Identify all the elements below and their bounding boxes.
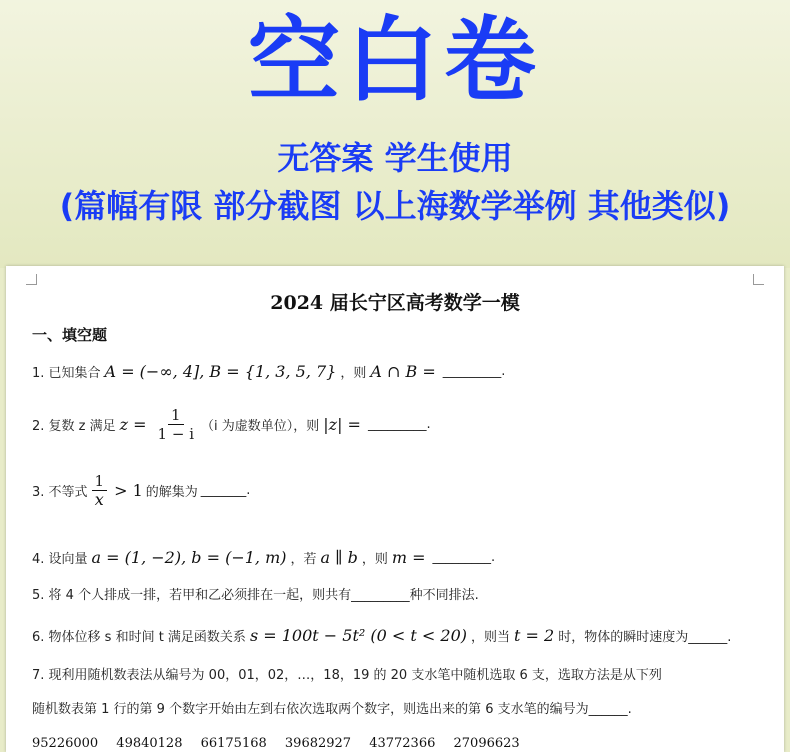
question-1 [32, 362, 505, 381]
answer-blank[interactable]: _______. [200, 483, 251, 498]
q3-numerator: 1 [92, 472, 108, 491]
document-page [6, 266, 784, 752]
q2-mid: （i 为虚数单位），则 [201, 419, 320, 434]
q7-line-2: 随机数表第 1 行的第 9 个数字开始由左到右依次选取两个数字，则选出来的第 6 支水笔的编号为______. [32, 702, 632, 717]
q6-math-2: t = 2 [514, 626, 555, 645]
q6-lead: 6. 物体位移 s 和时间 t 满足函数关系 [32, 630, 246, 645]
q6-math: s = 100t − 5t² (0 < t < 20) [249, 626, 467, 645]
q2-denominator: 1 − i [157, 425, 194, 443]
q2-lead: 2. 复数 z 满足 [32, 419, 116, 434]
q1-lead: 1. 已知集合 [32, 366, 101, 381]
q5-text: 5. 将 4 个人排成一排，若甲和乙必须排在一起，则共有_________种不同排法. [32, 588, 479, 603]
question-2 [32, 406, 431, 443]
question-7-line-2 [32, 698, 632, 717]
q3-denominator: x [94, 490, 104, 509]
banner [0, 0, 790, 268]
answer-blank[interactable]: _________. [367, 417, 431, 432]
q7-line-1: 7. 现利用随机数表法从编号为 00，01，02，…，18，19 的 20 支水笔中随机选取 6 支，选取方法是从下列 [32, 668, 662, 683]
banner-subtitle-1: 无答案 学生使用 [277, 139, 513, 177]
q4-math-2: a ∥ b [320, 548, 358, 567]
q3-fraction [92, 472, 108, 509]
document-title: 2024 届长宁区高考数学一模 [270, 292, 520, 314]
q4-lead: 4. 设向量 [32, 552, 88, 567]
random-number-table: 95226000 49840128 66175168 39682927 43772366 27096623 [32, 736, 520, 751]
question-6 [32, 626, 731, 645]
banner-title: 空白卷 [247, 7, 542, 114]
q2-lhs: z = [119, 415, 147, 434]
q1-mid: ，则 [340, 366, 367, 381]
question-5 [32, 584, 479, 603]
q4-math-3: m = [391, 548, 426, 567]
q3-relation: > 1 [114, 481, 143, 500]
banner-subtitle-2: (篇幅有限 部分截图 以上海数学举例 其他类似) [59, 187, 731, 225]
page-corner-mark [753, 274, 764, 285]
q1-math-2: A ∩ B = [370, 362, 436, 381]
q4-math: a = (1, −2), b = (−1, m) [91, 548, 287, 567]
q2-fraction [155, 406, 197, 443]
q3-mid: 的解集为 [145, 485, 198, 500]
section-heading: 一、填空题 [32, 326, 108, 344]
q4-mid: ，若 [290, 552, 317, 567]
question-4 [32, 548, 495, 567]
q3-lead: 3. 不等式 [32, 485, 88, 500]
question-7-line-1 [32, 664, 662, 683]
q4-mid-2: ，则 [361, 552, 388, 567]
question-3 [32, 472, 250, 509]
answer-blank[interactable]: _________. [432, 550, 496, 565]
q2-math-2: |z| = [323, 415, 361, 434]
q6-tail: 时，物体的瞬时速度为______. [558, 630, 732, 645]
answer-blank[interactable]: _________. [442, 364, 506, 379]
q2-numerator: 1 [168, 406, 184, 425]
page-corner-mark [26, 274, 37, 285]
q6-mid: ，则当 [471, 630, 511, 645]
q1-math: A = (−∞, 4], B = {1, 3, 5, 7} [104, 362, 337, 381]
